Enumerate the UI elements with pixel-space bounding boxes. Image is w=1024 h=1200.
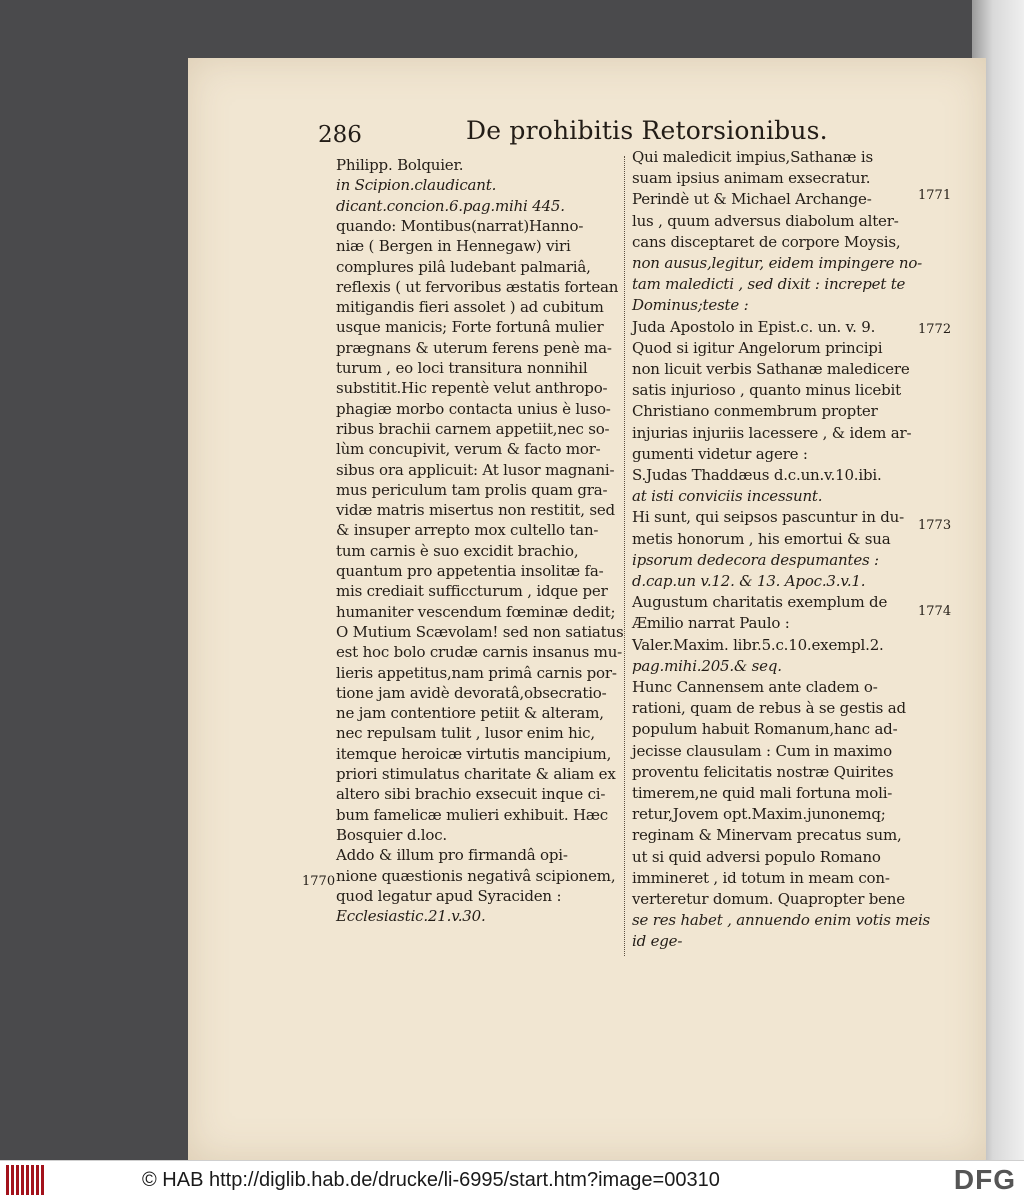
dfg-logo: DFG <box>953 1164 1016 1195</box>
text-line: at isti conviciis incessunt. <box>632 487 823 506</box>
text-line: metis honorum , his emortui & sua <box>632 529 891 548</box>
text-line: Juda Apostolo in Epist.c. un. v. 9. <box>632 317 876 336</box>
text-line: injurias injuriis lacessere , & idem ar- <box>632 423 912 442</box>
text-line: reflexis ( ut fervoribus æstatis fortean <box>336 277 619 296</box>
page-header: De prohibitis Retorsionibus. <box>466 116 828 145</box>
text-line: Dominus;teste : <box>632 296 749 315</box>
text-line: jecisse clausulam : Cum in maximo <box>632 741 892 760</box>
text-line: est hoc bolo crudæ carnis insanus mu- <box>336 643 623 662</box>
text-line: Qui maledicit impius,Sathanæ is <box>632 148 873 166</box>
text-line: bum famelicæ mulieri exhibuit. Hæc <box>336 805 609 824</box>
text-line: lieris appetitus,nam primâ carnis por- <box>336 663 617 682</box>
text-line: Ecclesiastic.21.v.30. <box>336 907 486 926</box>
copyright-text: © HAB http://diglib.hab.de/drucke/li-6995/start.htm?image=00310 <box>142 1169 720 1191</box>
text-line: non licuit verbis Sathanæ maledicere <box>632 360 910 378</box>
text-line: tum carnis è suo excidit brachio, <box>336 541 579 560</box>
text-line: pag.mihi.205.& seq. <box>632 656 782 675</box>
text-line: reginam & Minervam precatus sum, <box>632 826 902 845</box>
text-line: quantum pro appetentia insolitæ fa- <box>336 562 604 580</box>
text-line: sibus ora applicuit: At lusor magnani- <box>336 460 615 479</box>
text-line: lùm concupivit, verum & facto mor- <box>336 440 601 459</box>
text-line: complures pilâ ludebant palmariâ, <box>336 257 591 276</box>
text-line: itemque heroicæ virtutis mancipium, <box>336 744 612 763</box>
text-line: tam maledicti , sed dixit : increpet te <box>632 275 906 294</box>
text-line: mus periculum tam prolis quam gra- <box>336 480 608 499</box>
text-line: ipsorum dedecora despumantes : <box>632 550 879 569</box>
text-line: ne jam contentiore petiit & alteram, <box>336 704 604 723</box>
column-divider <box>624 156 625 956</box>
text-line: mis crediait sufficcturum , idque per <box>336 582 608 601</box>
text-line: non ausus,legitur, eidem impingere no- <box>632 254 923 272</box>
text-line: proventu felicitatis nostræ Quirites <box>632 762 894 781</box>
text-line: O Mutium Scævolam! sed non satiatus <box>336 622 624 641</box>
text-line: humaniter vescendum fœminæ dedit; <box>336 602 616 621</box>
text-line: usque manicis; Forte fortunâ mulier <box>336 318 604 337</box>
text-line: d.cap.un v.12. & 13. Apoc.3.v.1. <box>632 572 866 590</box>
text-line: Augustum charitatis exemplum de <box>632 593 888 612</box>
text-line: verteretur domum. Quapropter bene <box>632 890 905 908</box>
text-line: Hi sunt, qui seipsos pascuntur in du- <box>632 508 904 527</box>
text-line: id ege- <box>632 932 683 951</box>
text-line: & insuper arrepto mox cultello tan- <box>336 521 599 540</box>
text-line: retur,Jovem opt.Maxim.junonemq; <box>632 805 886 824</box>
text-line: quando: Montibus(narrat)Hanno- <box>336 216 584 235</box>
text-line: Quod si igitur Angelorum principi <box>632 338 883 357</box>
text-line: se res habet , annuendo enim votis meis <box>632 911 931 930</box>
text-line: satis injurioso , quanto minus licebit <box>632 381 901 400</box>
text-line: Philipp. Bolquier. <box>336 156 464 174</box>
text-line: populum habuit Romanum,hanc ad- <box>632 720 898 739</box>
text-line: priori stimulatus charitate & aliam ex <box>336 765 616 783</box>
text-line: timerem,ne quid mali fortuna moli- <box>632 784 893 802</box>
page-number: 286 <box>318 122 362 148</box>
text-line: vidæ matris misertus non restitit, sed <box>336 501 615 520</box>
text-line: niæ ( Bergen in Hennegaw) viri <box>336 237 571 256</box>
text-line: altero sibi brachio exsecuit inque ci- <box>336 785 606 804</box>
text-line: lus , quum adversus diabolum alter- <box>632 211 899 230</box>
text-line: ut si quid adversi populo Romano <box>632 847 881 866</box>
margin-number: 1772 <box>918 322 952 337</box>
text-line: Bosquier d.loc. <box>336 825 447 844</box>
text-line: nec repulsam tulit , lusor enim hic, <box>336 724 595 743</box>
text-line: dicant.concion.6.pag.mihi 445. <box>336 196 565 215</box>
text-line: rationi, quam de rebus à se gestis ad <box>632 699 906 718</box>
text-line: Perindè ut & Michael Archange- <box>632 190 872 209</box>
text-line: turum , eo loci transitura nonnihil <box>336 359 588 377</box>
text-line: substitit.Hic repentè velut anthropo- <box>336 379 608 398</box>
margin-number: 1770 <box>302 874 336 889</box>
text-line: tione jam avidè devoratâ,obsecratio- <box>336 683 607 702</box>
text-line: Addo & illum pro firmandâ opi- <box>336 846 568 865</box>
text-line: S.Judas Thaddæus d.c.un.v.10.ibi. <box>632 466 882 484</box>
text-line: Æmilio narrat Paulo : <box>632 614 790 633</box>
text-line: mitigandis fieri assolet ) ad cubitum <box>336 298 604 317</box>
hab-logo-icon <box>6 1165 46 1195</box>
text-line: Valer.Maxim. libr.5.c.10.exempl.2. <box>632 635 884 654</box>
text-line: suam ipsius animam exsecratur. <box>632 169 871 188</box>
text-line: gumenti videtur agere : <box>632 444 808 463</box>
text-line: in Scipion.claudicant. <box>336 176 497 195</box>
text-line: prægnans & uterum ferens penè ma- <box>336 338 612 357</box>
text-line: ribus brachii carnem appetiit,nec so- <box>336 419 610 438</box>
text-line: Christiano conmembrum propter <box>632 402 878 421</box>
margin-number: 1773 <box>918 518 952 533</box>
text-line: nione quæstionis negativâ scipionem, <box>336 866 616 885</box>
text-line: phagiæ morbo contacta unius è luso- <box>336 399 611 418</box>
text-line: Hunc Cannensem ante cladem o- <box>632 678 878 696</box>
text-line: quod legatur apud Syraciden : <box>336 886 562 905</box>
margin-number: 1774 <box>918 604 952 619</box>
footer-bar <box>0 1160 1024 1200</box>
text-line: cans disceptaret de corpore Moysis, <box>632 232 901 251</box>
margin-number: 1771 <box>918 188 952 203</box>
text-line: immineret , id totum in meam con- <box>632 868 890 887</box>
